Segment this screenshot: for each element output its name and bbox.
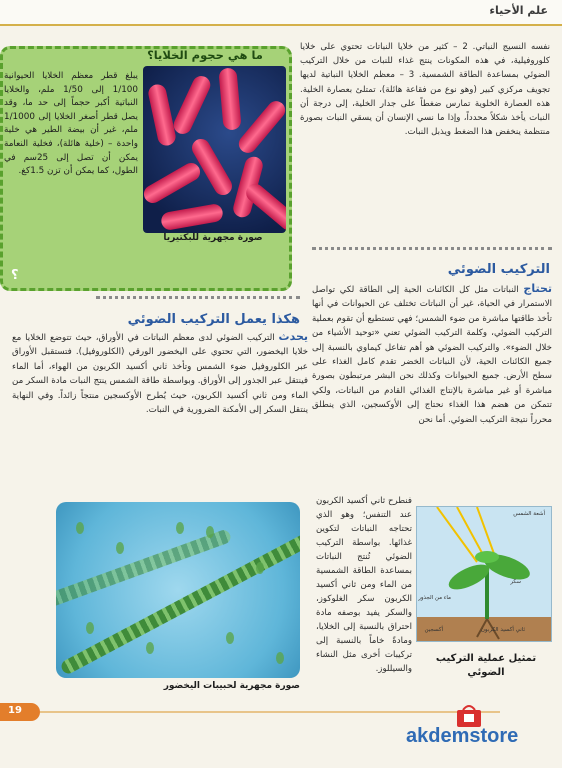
how-it-works-text: التركيب الضوئي لدى معظم النباتات في الأوراق، حيث تتوضع الخلايا مع خلايا اليخضور، التي تحتوي على اليخضور الورقي (الكلوروفيل). فتستقبل الأوراق عبر الكلوروفيل ضوء الشمس وتأخذ ثاني أكسيد الكربون من الهواء، أما الماء فينتقل عبر الجذور إلى الأوراق. وبواسطة طاقة الشمس ينتج النبات مادة السكر من الماء ومن ثاني أكسيد الكربون، حيث يُطرح الأوكسجين منتجاً زائداً. وفي النهاية ينتقل السكر إلى الأمكنة الضرورية في النبات. bbox=[12, 333, 308, 416]
page-number: 19 bbox=[8, 705, 22, 716]
photosynthesis-paragraph bbox=[312, 282, 552, 427]
divider bbox=[312, 247, 552, 250]
keyword-yahduth: يحدث bbox=[278, 330, 308, 343]
section-heading-photosynthesis: التركيب الضوئي bbox=[447, 262, 550, 277]
bacteria-micrograph bbox=[143, 66, 286, 233]
info-box-title: ما هي حجوم الخلايا؟ bbox=[147, 48, 263, 62]
photosynthesis-text: النباتات مثل كل الكائنات الحية إلى الطاقة لكي تواصل الاستمرار في الحياة، غير أن النباتات تختلف عن الحيوانات في أنها تأخذ طاقتها مباشرة من ضوء الشمس؛ فهي تستطيع أن تقوم بعملية التركيب الضوئي، وكلمة التركيب الضوئي تعني «توحيد الأشياء من خلال الضوء». والتركيب الضوئي هو أهم تفاعل كيماوي بالنسبة إلى جميع الكائنات الحية، لأن النباتات الخضر تقدم كامل الغذاء على سطح الأرض. جميع الحيوانات وكذلك نحن البشر مرتبطون بصورة مباشرة أو غير مباشرة بالإنتاج الغذائي القادم من النباتات، ولكي تتمكن من هضم هذا الغذاء نحتاج إلى الأوكسجين، الذي ينطلق محرراً نتيجة التركيب الضوئي. أما نحن bbox=[312, 285, 552, 425]
label-oxygen: أكسجين bbox=[424, 627, 443, 633]
diagram-caption: تمثيل عملية التركيب الضوئي bbox=[435, 653, 537, 678]
section-heading-how-it-works: هكذا يعمل التركيب الضوئي bbox=[127, 312, 300, 327]
label-water: ماء من الجذور bbox=[418, 595, 451, 601]
label-sugar: سكر bbox=[510, 579, 521, 585]
photosynthesis-diagram bbox=[416, 506, 552, 642]
how-it-works-paragraph bbox=[12, 330, 308, 417]
info-box-symbol: ؟ bbox=[11, 268, 19, 283]
divider bbox=[96, 296, 300, 299]
label-co2: ثاني أكسيد الكربون bbox=[480, 627, 525, 633]
chloroplast-caption: صورة مجهرية لحبيبات اليخضور bbox=[163, 681, 300, 691]
plant-sun-icon bbox=[417, 507, 552, 642]
keyword-tahtaj: تحتاج bbox=[523, 282, 553, 295]
store-logo: akdemstore bbox=[406, 725, 519, 747]
chapter-title: علم الأحياء bbox=[489, 4, 548, 17]
label-sunlight: أشعة الشمس bbox=[513, 511, 545, 517]
info-box-text: يبلغ قطر معظم الخلايا الحيوانية 1/100 إلى 1/50 ملم، والخلايا النباتية أكبر حجماً إلى حد ما، وقد يصل قطر أصغر الخلايا إلى 1/1000 ملم، غير أن بيضة الطير هي خلية واحدة – (خلية هائلة)، فخلية النعامة يمكن أن تصل إلى 25سم في الطول، كما يمكن أن تزن 1.5كغ. bbox=[4, 71, 139, 177]
respiration-paragraph: فنطرح ثاني أكسيد الكربون عند التنفس؛ وهو الذي تحتاجه النباتات لتكوين غذائها. بواسطة التركيب الضوئي تُنتج النباتات بمساعدة الطاقة الشمسية من الماء ومن ثاني أكسيد الكربون سكر الغلوكوز، والسكر يفيد بوصفه مادة احتراق بالنسبة إلى الخلايا، ومادةً خاماً بالنسبة إلى تركيبات أخرى مثل النشاء والسيللوز. bbox=[316, 496, 412, 674]
intro-paragraph: نفسه النسيج النباتي. 2 – كثير من خلايا النباتات تحتوي على خلايا كلوروفيلية، في هذه المكونات ينتج غذاء للنبات من خلال التركيب الضوئي بمساعدة الطاقة الشمسية. 3 – معظم الخلايا النباتية لديها تجويف مركزي كبير (وهو نوع من فقاعة هائلة)، تمتلئ بعصارة الخلية. هذه العصارة الخلوية تمارس ضغطاً على جدار الخلية، إلى درجة أن النبات يأخذ شكلاً محدداً، وإذا ما نسي الإنسان أن يسقي النبات بصورة منتظمة ينخفض هذا الضغط ويذبل النبات. bbox=[300, 42, 551, 138]
chloroplast-micrograph bbox=[56, 502, 300, 678]
header-bar bbox=[0, 0, 562, 26]
bacteria-caption: صورة مجهرية للبكتيريا bbox=[163, 233, 263, 243]
footer-line bbox=[40, 711, 500, 713]
